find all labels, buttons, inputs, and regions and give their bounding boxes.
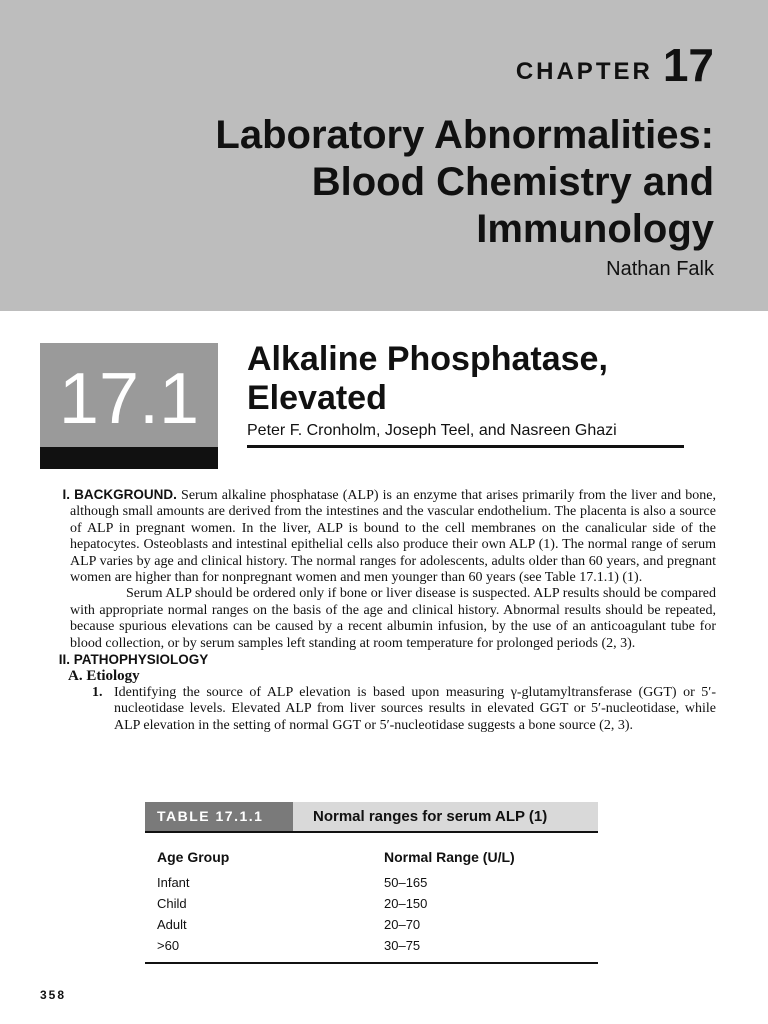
- section-number: 17.1: [58, 359, 200, 439]
- section-box-bar: [40, 447, 218, 469]
- chapter-title-line: Blood Chemistry and: [311, 160, 714, 204]
- background-text: Serum alkaline phosphatase (ALP) is an enzyme that arises primarily from the liver and bone, although small amounts are derived from the intestines and the vascular endothelium. The placenta is also a source of ALP in pregnant women. In the liver, ALP is bound to the cell membranes on the canalicular side of the hepatocytes. Osteoblasts and intestinal epithelial cells also produce their own ALP (1). The normal range of serum ALP varies by age and clinical history. The normal ranges for adolescents, adults older than 60 years, and pregnant women are higher than for nonpregnant women and men younger than 60 years (see Table 17.1.1) (1).: [70, 488, 716, 586]
- table-cell-age: Adult: [157, 917, 187, 932]
- table-header: [145, 802, 598, 831]
- table-cell-range: 50–165: [384, 875, 428, 890]
- chapter-label: [516, 36, 714, 90]
- section-title-line: Alkaline Phosphatase,: [247, 340, 608, 378]
- section-rule: [247, 445, 684, 448]
- chapter-author: Nathan Falk: [606, 258, 714, 280]
- table-row: [145, 893, 598, 914]
- background-numeral: I.: [62, 487, 70, 502]
- chapter-banner: [0, 0, 768, 311]
- page-number: 358: [40, 988, 67, 1002]
- section-title: [247, 340, 717, 418]
- chapter-number: 17: [662, 39, 714, 91]
- alp-table: [145, 802, 598, 964]
- table-cell-age: Child: [157, 896, 187, 911]
- section-title-line: Elevated: [247, 379, 387, 417]
- etiology-heading: A. Etiology: [68, 668, 140, 685]
- background-paragraph: [40, 487, 716, 586]
- item-number: 1.: [92, 684, 103, 700]
- column-header-age-group: Age Group: [157, 849, 230, 865]
- table-cell-range: 20–150: [384, 896, 428, 911]
- pathophysiology-heading: PATHOPHYSIOLOGY: [73, 652, 209, 668]
- item-text: Identifying the source of ALP elevation is based upon measuring γ-glutamyltransferase (GGT) or 5′-nucleotidase levels. Elevated ALP from liver sources results in elevated GGT or 5′-nucleotidase, while ALP elevation in the setting of normal GGT or 5′-nucleotidase suggests a bone source (2, 3).: [114, 684, 716, 733]
- table-header-rule: [145, 831, 598, 833]
- pathophysiology-numeral: II.: [58, 652, 70, 668]
- body-text: [40, 487, 716, 734]
- section-number-box: [40, 343, 218, 469]
- table-caption: Normal ranges for serum ALP (1): [293, 802, 598, 831]
- chapter-title-line: Immunology: [476, 207, 714, 251]
- chapter-title: [74, 112, 714, 253]
- table-footer-rule: [145, 962, 598, 964]
- table-row: [145, 935, 598, 956]
- table-body: [145, 872, 598, 956]
- chapter-title-line: Laboratory Abnormalities:: [215, 113, 714, 157]
- table-row: [145, 872, 598, 893]
- chapter-word: CHAPTER: [515, 58, 653, 85]
- table-cell-range: 30–75: [384, 938, 421, 953]
- section-authors: Peter F. Cronholm, Joseph Teel, and Nasreen Ghazi: [247, 422, 617, 439]
- background-heading: BACKGROUND.: [74, 487, 177, 502]
- column-header-normal-range: Normal Range (U/L): [384, 849, 515, 865]
- table-cell-range: 20–70: [384, 917, 421, 932]
- etiology-item-1: [40, 685, 716, 734]
- table-label: TABLE 17.1.1: [145, 802, 293, 831]
- background-paragraph-2: Serum ALP should be ordered only if bone or liver disease is suspected. ALP results should be compared with appropriate normal ranges on the basis of the age and clinical history. Abnormal results should be repeated, because spurious elevations can be caused by a recent albumin infusion, by the use of an anticoagulant tube for blood collection, or by serum samples left standing at room temperature for prolonged periods (2, 3).: [70, 586, 716, 651]
- table-cell-age: >60: [157, 938, 180, 953]
- table-column-headers: [145, 849, 598, 865]
- pathophysiology-heading-line: [40, 652, 716, 668]
- table-cell-age: Infant: [157, 875, 190, 890]
- table-row: [145, 914, 598, 935]
